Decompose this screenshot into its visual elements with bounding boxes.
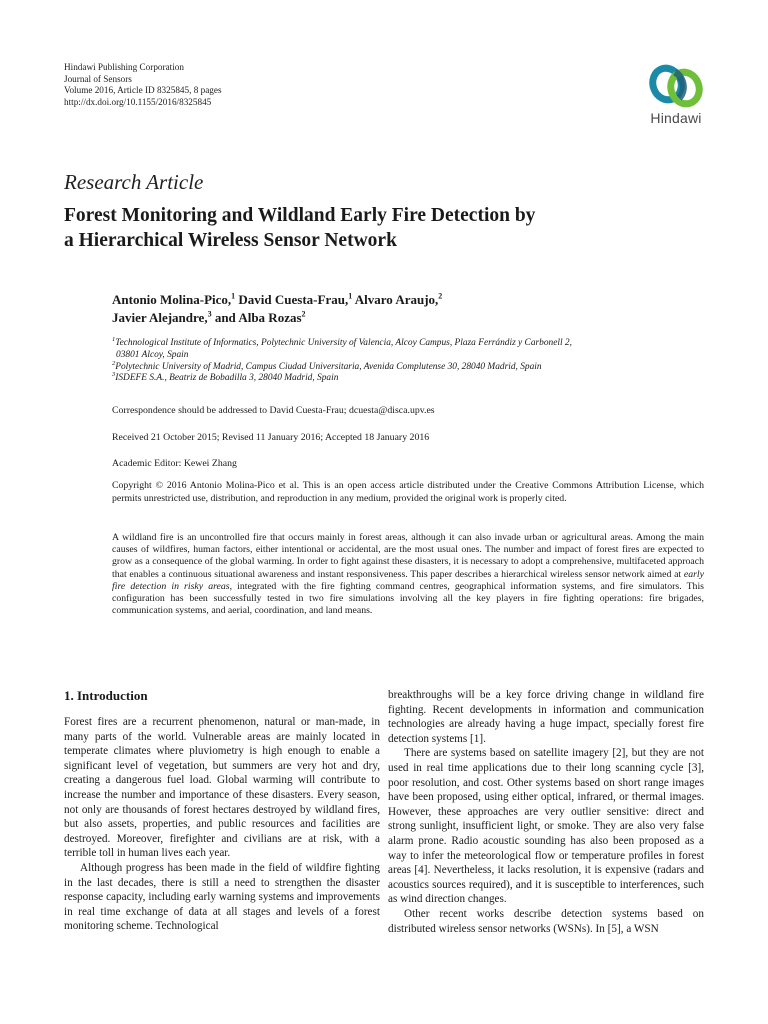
author-affiliation-mark: 3 [207, 309, 212, 319]
title-line-2: a Hierarchical Wireless Sensor Network [64, 230, 397, 251]
author-name: David Cuesta-Frau, [238, 292, 349, 307]
body-paragraph: breakthroughs will be a key force driving change in wildland fire fighting. Recent developments in information and communication technologies are already having a huge impact, specially forest fire detection systems [1]. [388, 689, 704, 745]
author-affiliation-mark: 2 [438, 291, 443, 301]
affiliation-text: Polytechnic University of Madrid, Campus Ciudad Universitaria, Avenida Complutense 30, 28040 Madrid, Spain [115, 361, 542, 372]
author-name: Alvaro Araujo, [354, 292, 439, 307]
body-paragraph: There are systems based on satellite imagery [2], but they are not used in real time applications due to their long scanning cycle [3], poor resolution, and cost. Other systems based on short range images have been proposed, using either optical, infrared, or thermal images. However, these approaches are very outlier sensitive: direct and strong sunlight, insufficient light, or smoke. They are also very false alarm prone. Radio acoustic sounding has also been proposed as a way to infer the meteorological flow or temperature profiles in forest areas [4]. Nevertheless, it lacks resolution, it is expensive (radars and acoustics sources required), and it is susceptible to interferences, such as wind direction changes. [388, 747, 704, 906]
hindawi-logo-icon [645, 62, 707, 110]
affiliations [112, 335, 712, 385]
hindawi-logo[interactable] [636, 62, 716, 126]
author-affiliation-mark: 1 [231, 291, 236, 301]
affiliation-text: Technological Institute of Informatics, Polytechnic University of Valencia, Alcoy Campus, Plaza Ferrándiz y Carbonell 2, [115, 338, 572, 348]
abstract [112, 532, 704, 617]
copyright-notice: Copyright © 2016 Antonio Molina-Pico et al. This is an open access article distributed under the Creative Commons Attribution License, which permits unrestricted use, distribution, and reproduction in any medium, provided the original work is properly cited. [112, 480, 704, 504]
body-paragraph: Forest fires are a recurrent phenomenon, natural or man-made, in many parts of the world. Vulnerable areas are mainly located in temperate climates where pluviometry is high enough to enable a significant level of vegetation, but summers are very hot and dry, creating a dangerous fuel load. Global warming will contribute to increase the number and importance of these disasters. Every season, not only are thousands of forest hectares destroyed by wildland fires, but also assets, properties, and public resources and facilities are destroyed. Moreover, firefighter and civilians are at risk, with a terrible toll in human lives each year. [64, 716, 380, 860]
author-name: Antonio Molina-Pico, [112, 292, 232, 307]
affiliation-2 [112, 359, 712, 374]
affiliation-number: 1 [112, 335, 116, 343]
author-affiliation-mark: 2 [301, 309, 306, 319]
article-type: Research Article [64, 170, 204, 194]
author-name: Javier Alejandre, [112, 310, 208, 325]
section-heading-introduction: 1. Introduction [64, 688, 148, 703]
affiliation-number: 3 [112, 371, 116, 379]
abstract-text-italic: early fire detection in risky areas [112, 568, 704, 592]
affiliation-1 [112, 335, 712, 362]
right-column [388, 688, 704, 936]
article-title [64, 203, 684, 253]
author-name: and Alba Rozas [214, 310, 302, 325]
body-paragraph: Other recent works describe detection systems based on distributed wireless sensor networks (WSNs). In [5], a WSN [388, 907, 704, 935]
abstract-text-start: A wildland fire is an uncontrolled fire that occurs mainly in forest areas, although it can also invade urban or agricultural areas. Among the main causes of wildfires, human factors, either intentional or accidental, are the most usual ones. The number and impact of forest fires are expected to grow as a consequence of the global warming. In order to fight against these disasters, it is necessary to adopt a comprehensive, multifaceted approach that enables a continuous situational awareness and instant responsiveness. This paper describes a hierarchical wireless sensor network aimed at [112, 532, 704, 580]
correspondence-line: Correspondence should be addressed to David Cuesta-Frau; dcuesta@disca.upv.es [112, 405, 435, 416]
author-affiliation-mark: 1 [348, 291, 353, 301]
publication-info [64, 62, 222, 108]
publisher-name: Hindawi Publishing Corporation [64, 62, 184, 72]
abstract-text-end: , integrated with the fire fighting command centres, geographical information systems, and fire simulators. This configuration has been successfully tested in two fire simulations involving all the key players in fire fighting operations: fire brigades, communication systems, and aerial, coordination, and land means. [112, 580, 704, 617]
hindawi-logo-text: Hindawi [650, 110, 702, 126]
left-column [64, 688, 380, 934]
author-list [112, 291, 672, 327]
affiliation-text: ISDEFE S.A., Beatriz de Bobadilla 3, 28040 Madrid, Spain [115, 373, 339, 384]
volume-info: Volume 2016, Article ID 8325845, 8 pages [64, 85, 222, 96]
academic-editor: Academic Editor: Kewei Zhang [112, 458, 237, 469]
affiliation-3 [112, 373, 712, 385]
title-line-1: Forest Monitoring and Wildland Early Fire Detection by [64, 205, 536, 226]
affiliation-number: 2 [112, 359, 116, 367]
doi-link[interactable]: http://dx.doi.org/10.1155/2016/8325845 [64, 96, 212, 107]
body-paragraph: Although progress has been made in the field of wildfire fighting in the last decades, there is still a need to strengthen the disaster response capacity, including early warning systems and improvements in real time exchange of data at all stages and levels of a forest monitoring scheme. Technological [64, 861, 380, 933]
journal-name: Journal of Sensors [64, 73, 132, 84]
affiliation-text: 03801 Alcoy, Spain [116, 349, 189, 360]
received-dates: Received 21 October 2015; Revised 11 January 2016; Accepted 18 January 2016 [112, 432, 430, 443]
